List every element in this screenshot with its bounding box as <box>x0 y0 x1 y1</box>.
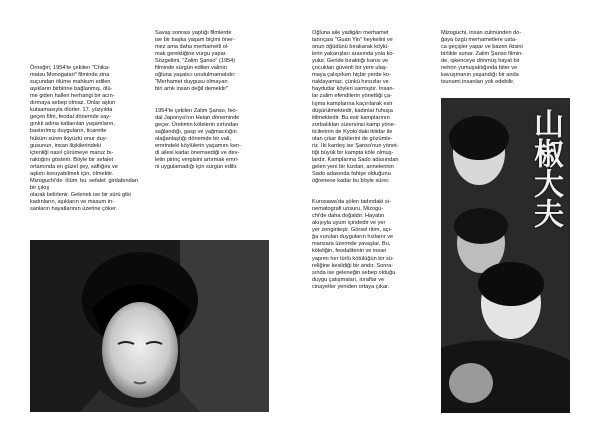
poster-title-text: 山椒大夫 <box>528 108 563 228</box>
film-still-photo <box>30 240 269 412</box>
paragraph: Örneğin; 1954'te çekilen "Chika- matsu Monogatari" filminde zina suçundan ölüme mahkum edilen aşıkların birbirine bağlanmış, ölü- me giden halleri herhangi bir acın- dırmaya sebep olmaz. Onlar aşkın kutsamasıyla ölürler. 17. yüzyılda geçen film, feodal dönemde say- gınlık adına katlanılan yaşamların, bastırılmış duyguların, ticarette hüküm süren ikiyüzlü onur duy- gusunun, insan ilişkilerindeki içtenliği nasıl çürümeye maruz bı- raktığını gösterir. Böyle bir sefalet ortamında en güzel şey, saflığını ve aşkını koruyabilmek için, ölmektir. Mizoguchi'de ölüm bu sefalet girdabından bir çıkış olarak belirlenir. Gelenek ise bir sürü gibi kadınların, aşıkların ve masum in- sanların hayatlarının üzerine çöker. <box>30 65 138 212</box>
film-still-illustration <box>30 240 269 412</box>
article-column-1 <box>30 58 138 227</box>
article-column-3 <box>312 23 421 305</box>
paragraph: Oğluna aile yadigârı merhamet tanrıçası "Guan Yin" heykelini ve onun öğüdünü bırakarak köylü- lerin yakarışları arasında yola ko- yulur. Geride bıraktığı karısı ve çocukları güvenli bir yere ulaş- maya çalışırken hiçbir yerde ko- naklayamaz, çünkü hırsızlar ve haydutlar köyleri sarmıştır. İnsan- lar zalim efendilerin yönettiği ça- lışma kamplarına kaçırılarak esir düşürülmektedir, kadınlar fuhuşa itilmektedir. Bu esir kamplarının zorbalıkları sürersinsi kamp yöne- ticilerinin de Kyoto'daki iktidar ile olan çıkar ilişkilerini de gözümle- riz. İki kardeş ise Şanso'nun yönet- tiği büyük bir kampta köle olmuş- lardır. Kamplarına Sado adasından gelen yeni bir kızdan, annelerinin Sado adasında fahişe olduğunu öğrenene kadar bu böyle sürer. <box>312 30 399 185</box>
paragraph: Savaş sonrası yaptığı filmlerde ise bir başka yaşam biçimi öner- mez ama daha merhametli ol- mak gerektiğine vurgu yapar. Sözgelimi, "Zalim Şanso" (1954) filminde sürgün edilen valinin oğluna yaşatıcı unutulmamalıdır: "Merhamet duygusu olmayan biri artık insan değil demektir" <box>155 30 236 93</box>
paragraph: 1954'te çekilen Zalim Şanso, feo- dal Japonya'nın Heian döneminde geçer. Üretimin kölelerin sırtından sağlandığı, gasp ve yağmacılığın olağanlaştığı dönemde bir vali, emrindeki köylülerin yaşamını ken- di ailesi kadar önemsediği ve dev- letin pirinç vergisini artırmak emri- ni uygulamadığı için sürgün edilir. <box>155 107 242 170</box>
article-column-4 <box>441 23 570 100</box>
article-column-2 <box>155 23 265 185</box>
paragraph: Mizoguchi, insan zulmünden do- ğaya özgü merhametlere usta- ca geçişler yapar ve bazen ikisini birlikte sunar. Zalim Şanso filmin- de, işkenceye dönmüş hayat bir nehrin yumuşaklığında biter ve kavuşmanın yaşandığı bir anda tsunami insanları yok edebilir. <box>441 30 524 86</box>
paragraph: Kurosawa'da şölen tadındaki si- nematografi unsuru, Mizogu- chi'de daha doğaldır. Hayatın akışıyla uyum içindedir ve yer yer zenginleşir. Görsel ritim, açı- ğa vurulan duyguların hızlanır ve manzara üzerinde yavaşlar. Bu, köleliğin, feodalitenin ve insan yapımı her türlü kötülüğün bir sü- reliğine kesildiği bir andır. Sonra- sında ise geleneğin sebep olduğu duygu çatışmaları, ıtıraflar ve cinayetler yeniden ortaya çıkar. <box>312 199 396 290</box>
movie-poster-image <box>441 98 570 413</box>
